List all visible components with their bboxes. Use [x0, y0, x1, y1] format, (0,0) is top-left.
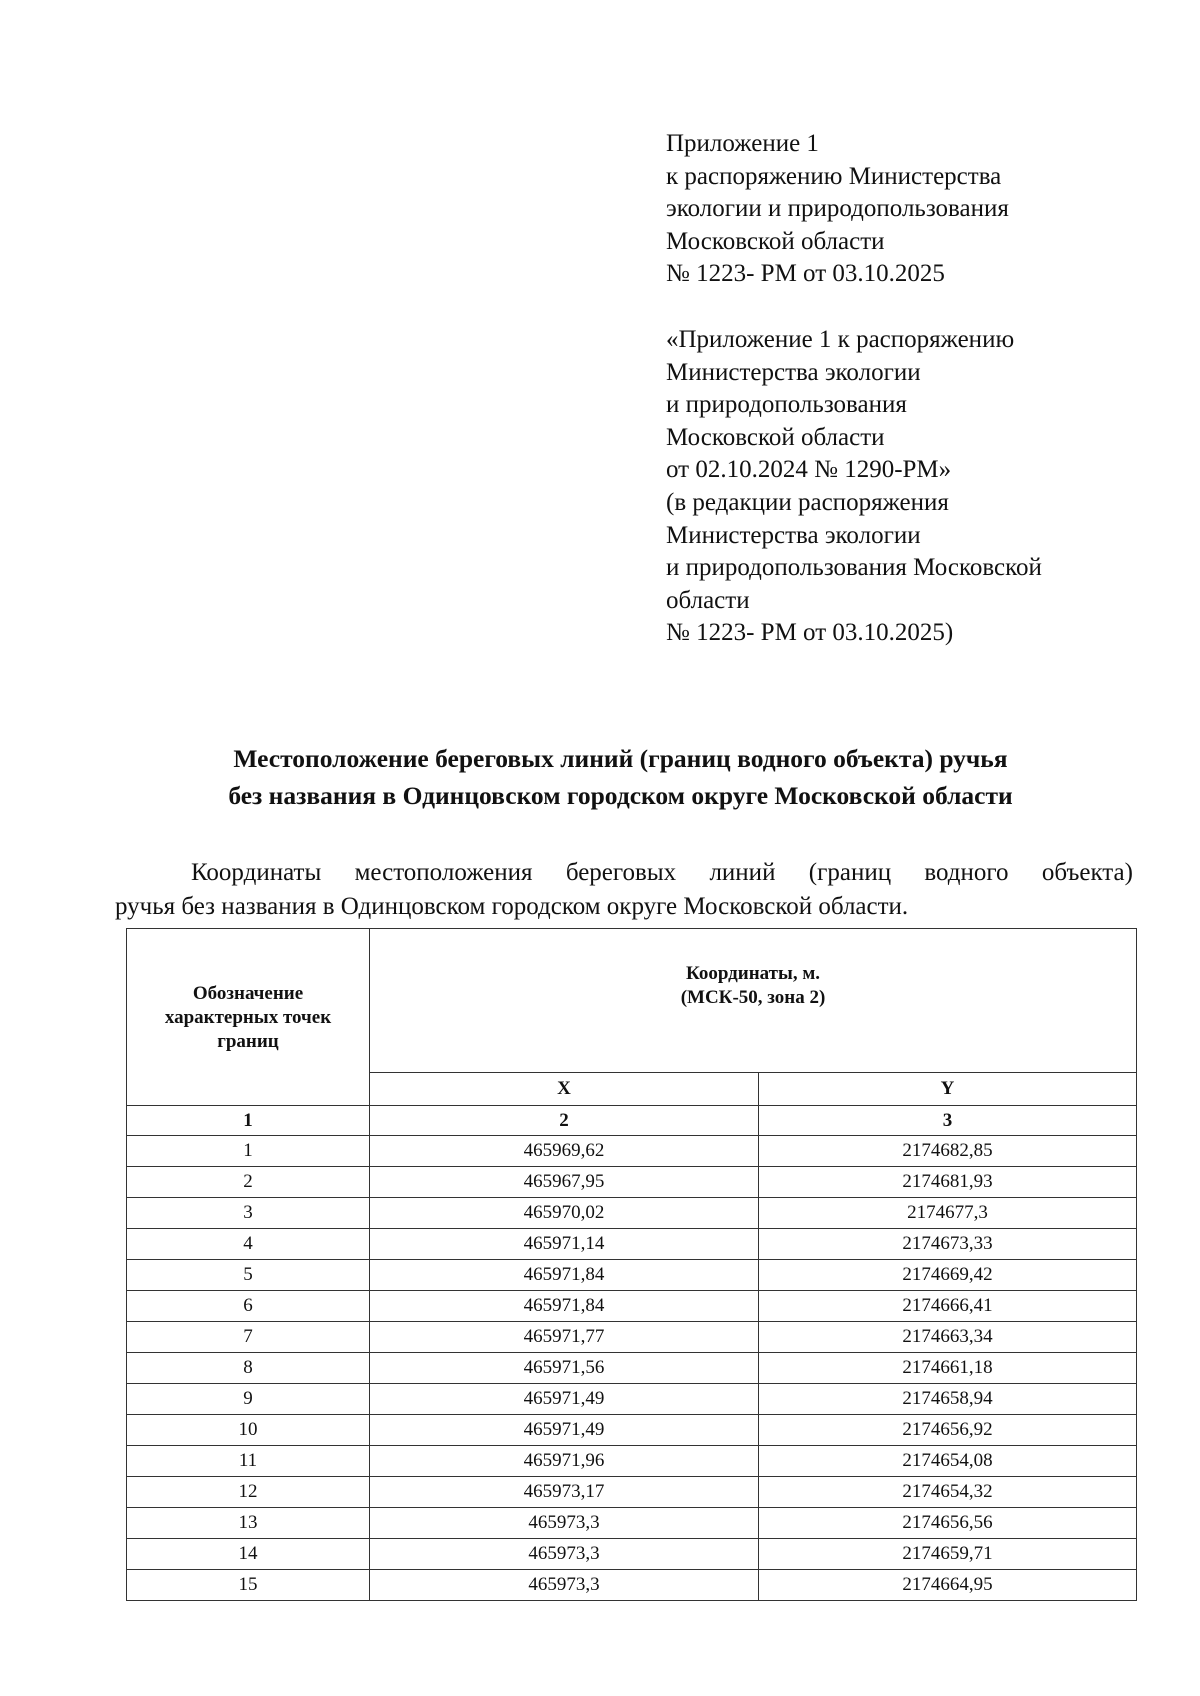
x-coordinate-cell: 465973,3 — [370, 1539, 759, 1570]
y-coordinate-cell: 2174654,32 — [759, 1477, 1137, 1508]
point-number-cell: 15 — [127, 1570, 370, 1601]
point-number-cell: 7 — [127, 1322, 370, 1353]
y-coordinate-cell: 2174669,42 — [759, 1260, 1137, 1291]
point-number-cell: 8 — [127, 1353, 370, 1384]
table-row — [127, 1322, 1137, 1353]
x-coordinate-cell: 465971,84 — [370, 1291, 759, 1322]
y-coordinate-cell: 2174661,18 — [759, 1353, 1137, 1384]
table-row — [127, 1446, 1137, 1477]
coordinates-header — [370, 929, 1137, 1073]
intro-word: водного — [924, 859, 1009, 886]
intro-word: местоположения — [354, 859, 533, 886]
appendix-line: к распоряжению Министерства — [666, 162, 1002, 190]
point-number-cell: 3 — [127, 1198, 370, 1229]
quoted-appendix-line: и природопользования — [666, 391, 907, 419]
y-coordinate-cell: 2174663,34 — [759, 1322, 1137, 1353]
appendix-line: экологии и природопользования — [666, 195, 1009, 223]
point-number-cell: 10 — [127, 1415, 370, 1446]
point-number-cell: 6 — [127, 1291, 370, 1322]
x-coordinate-cell: 465973,3 — [370, 1508, 759, 1539]
coordinates-table — [126, 928, 1137, 1601]
y-coordinate-cell: 2174656,92 — [759, 1415, 1137, 1446]
quoted-appendix-line: Министерства экологии — [666, 521, 921, 549]
intro-word: линий — [709, 859, 776, 886]
x-coordinate-cell: 465971,49 — [370, 1415, 759, 1446]
intro-word: береговых — [565, 859, 677, 886]
x-coordinate-cell: 465971,14 — [370, 1229, 759, 1260]
column-number: 1 — [127, 1106, 370, 1136]
table-row — [127, 1353, 1137, 1384]
quoted-appendix-line: № 1223- РМ от 03.10.2025) — [666, 619, 954, 647]
title-line-1: Местоположение береговых линий (границ водного объекта) ручья — [233, 744, 1008, 773]
intro-paragraph — [115, 856, 1133, 924]
quoted-appendix-line: и природопользования Московской — [666, 554, 1042, 582]
point-header-line: границ — [217, 1031, 279, 1052]
column-number: 2 — [370, 1106, 759, 1136]
table-row — [127, 1477, 1137, 1508]
point-number-cell: 5 — [127, 1260, 370, 1291]
y-coordinate-cell: 2174656,56 — [759, 1508, 1137, 1539]
x-column-header: X — [370, 1073, 759, 1106]
table-row — [127, 1415, 1137, 1446]
table-row — [127, 1198, 1137, 1229]
point-number-cell: 9 — [127, 1384, 370, 1415]
quoted-appendix-line: Московской области — [666, 423, 885, 451]
table-row — [127, 1167, 1137, 1198]
title-line-2: без названия в Одинцовском городском округе Московской области — [228, 781, 1013, 810]
point-number-cell: 2 — [127, 1167, 370, 1198]
intro-line-1 — [115, 856, 1133, 890]
y-coordinate-cell: 2174659,71 — [759, 1539, 1137, 1570]
intro-line-2: ручья без названия в Одинцовском городском округе Московской области. — [115, 893, 909, 920]
y-coordinate-cell: 2174677,3 — [759, 1198, 1137, 1229]
appendix-line: Московской области — [666, 227, 885, 255]
appendix-line: Приложение 1 — [666, 130, 819, 157]
y-coordinate-cell: 2174681,93 — [759, 1167, 1137, 1198]
document-title — [120, 740, 1121, 814]
appendix-block — [666, 128, 1146, 650]
point-number-cell: 12 — [127, 1477, 370, 1508]
x-coordinate-cell: 465973,17 — [370, 1477, 759, 1508]
coordinates-header-line: (МСК-50, зона 2) — [680, 986, 826, 1008]
point-number-cell: 1 — [127, 1136, 370, 1167]
table-row — [127, 1260, 1137, 1291]
table-row — [127, 1384, 1137, 1415]
table-row — [127, 1539, 1137, 1570]
intro-word: (границ — [808, 859, 892, 886]
appendix-spacer — [666, 291, 1146, 324]
y-column-header: Y — [759, 1073, 1137, 1106]
column-number-row — [127, 1106, 1137, 1136]
x-coordinate-cell: 465971,56 — [370, 1353, 759, 1384]
quoted-appendix-line: от 02.10.2024 № 1290-РМ» — [666, 456, 952, 484]
table-row — [127, 1136, 1137, 1167]
x-coordinate-cell: 465973,3 — [370, 1570, 759, 1601]
x-coordinate-cell: 465967,95 — [370, 1167, 759, 1198]
quoted-appendix-line: Министерства экологии — [666, 358, 921, 386]
appendix-line: № 1223- РМ от 03.10.2025 — [666, 260, 945, 288]
point-number-cell: 14 — [127, 1539, 370, 1570]
table-body — [127, 1136, 1137, 1601]
intro-word: Координаты — [191, 859, 322, 886]
table-row — [127, 1291, 1137, 1322]
y-coordinate-cell: 2174658,94 — [759, 1384, 1137, 1415]
y-coordinate-cell: 2174654,08 — [759, 1446, 1137, 1477]
table-row — [127, 1508, 1137, 1539]
table-header-row — [127, 929, 1137, 1073]
y-coordinate-cell: 2174666,41 — [759, 1291, 1137, 1322]
table-row — [127, 1229, 1137, 1260]
column-number: 3 — [759, 1106, 1137, 1136]
y-coordinate-cell: 2174682,85 — [759, 1136, 1137, 1167]
x-coordinate-cell: 465971,96 — [370, 1446, 759, 1477]
x-coordinate-cell: 465971,77 — [370, 1322, 759, 1353]
point-number-cell: 13 — [127, 1508, 370, 1539]
point-header-line: характерных точек — [164, 1007, 332, 1028]
x-coordinate-cell: 465970,02 — [370, 1198, 759, 1229]
quoted-appendix-line: «Приложение 1 к распоряжению — [666, 325, 1015, 353]
table-row — [127, 1570, 1137, 1601]
intro-word: объекта) — [1041, 859, 1133, 886]
x-coordinate-cell: 465971,49 — [370, 1384, 759, 1415]
y-coordinate-cell: 2174673,33 — [759, 1229, 1137, 1260]
x-coordinate-cell: 465971,84 — [370, 1260, 759, 1291]
y-coordinate-cell: 2174664,95 — [759, 1570, 1137, 1601]
point-number-cell: 11 — [127, 1446, 370, 1477]
quoted-appendix-line: области — [666, 586, 750, 614]
coordinates-header-line: Координаты, м. — [685, 962, 821, 984]
point-column-header — [127, 929, 370, 1106]
quoted-appendix-line: (в редакции распоряжения — [666, 488, 949, 516]
point-header-line: Обозначение — [192, 983, 304, 1004]
x-coordinate-cell: 465969,62 — [370, 1136, 759, 1167]
point-number-cell: 4 — [127, 1229, 370, 1260]
